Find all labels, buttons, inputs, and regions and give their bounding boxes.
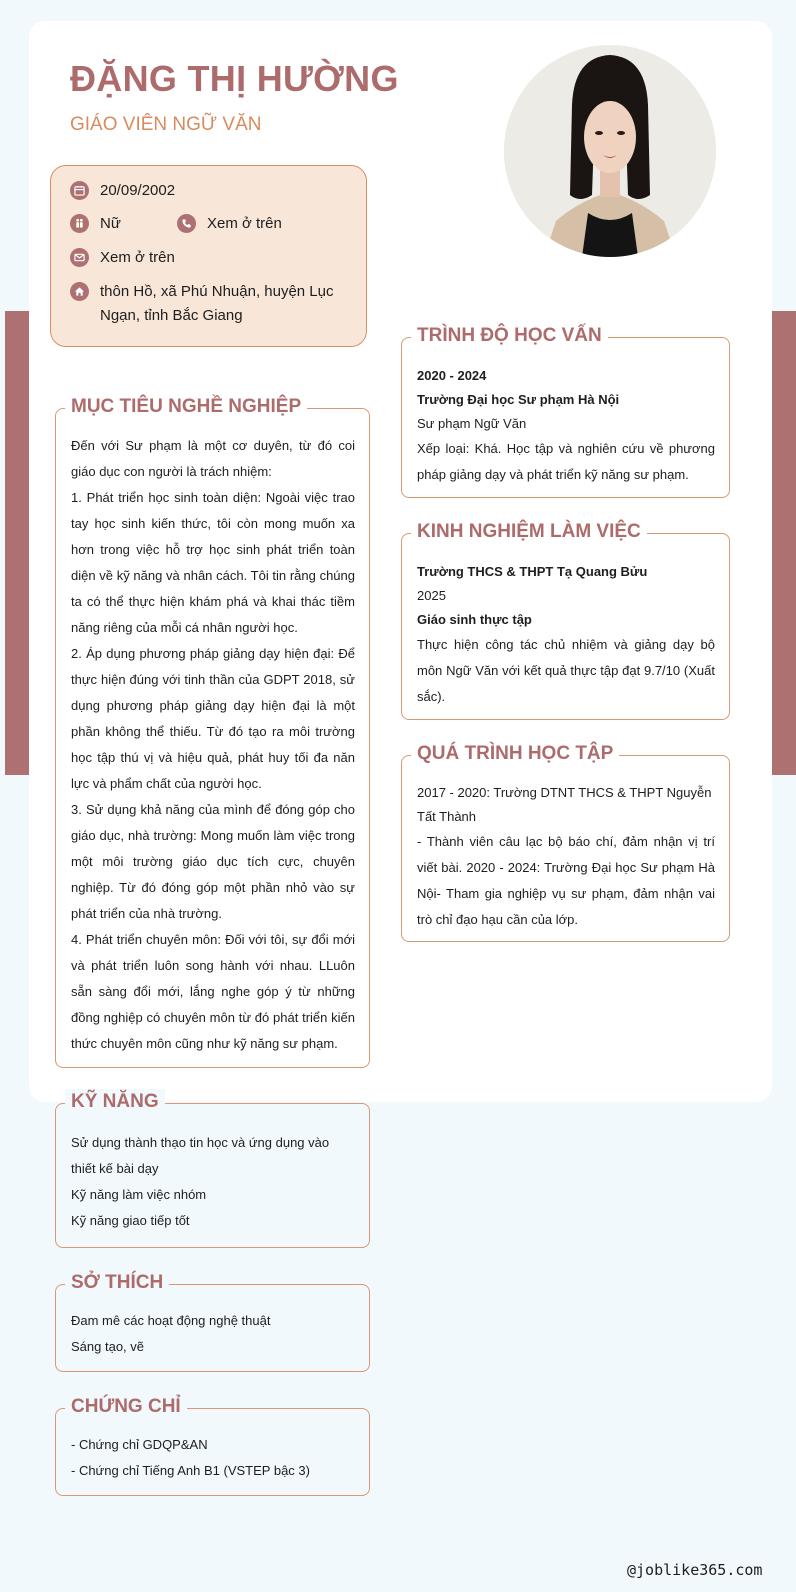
education-section	[401, 325, 730, 498]
certificate-item: - Chứng chỉ Tiếng Anh B1 (VSTEP bậc 3)	[71, 1463, 310, 1478]
mail-icon	[70, 248, 89, 267]
objective-title: MỤC TIÊU NGHỀ NGHIỆP	[65, 394, 307, 420]
avatar-photo	[504, 45, 716, 257]
study-history-body	[417, 781, 715, 933]
address-line-1: thôn Hồ, xã Phú Nhuận, huyện Lục	[100, 283, 334, 300]
experience-description: Thực hiện công tác chủ nhiệm và giảng dạy bộ môn Ngữ Văn với kết quả thực tập đạt 9.7/10 (Xuất sắc).	[417, 637, 715, 704]
objective-body	[71, 433, 355, 1057]
gender-row	[70, 212, 121, 236]
skill-item: Sử dụng thành thạo tin học và ứng dụng vào thiết kế bài dạy	[71, 1135, 330, 1176]
skill-item: Kỹ năng làm việc nhóm	[71, 1187, 207, 1202]
birthday-value: 20/09/2002	[100, 182, 176, 199]
candidate-name: ĐẶNG THỊ HƯỜNG	[70, 58, 399, 99]
experience-section	[401, 521, 730, 720]
skills-section	[55, 1091, 370, 1248]
home-icon	[70, 282, 89, 301]
skills-body	[71, 1130, 355, 1234]
certificates-title: CHỨNG CHỈ	[65, 1394, 187, 1420]
birthday-row	[70, 179, 175, 203]
education-title: TRÌNH ĐỘ HỌC VẤN	[411, 323, 608, 349]
hobbies-body	[71, 1308, 355, 1360]
objective-item-1: 1. Phát triển học sinh toàn diện: Ngoài việc trao tay học sinh kiến thức, tôi còn mong muốn xa hơn trong việc hỗ trợ học sinh phát triển toàn diện về kỹ năng và nhân cách. Tôi tin rằng chúng ta có thể thực hiện khám phá và khai thác tiềm năng riêng của mỗi cá nhân người học.	[71, 490, 355, 635]
address-line-2: Ngạn, tỉnh Bắc Giang	[100, 307, 243, 324]
email-value: Xem ở trên	[100, 249, 175, 266]
study-history-section	[401, 743, 730, 942]
experience-year: 2025	[417, 588, 446, 603]
certificates-section	[55, 1396, 370, 1496]
education-period: 2020 - 2024	[417, 368, 487, 383]
watermark: @joblike365.com	[627, 1561, 763, 1579]
education-rating: Xếp loại: Khá. Học tập và nghiên cứu về phương pháp giảng dạy và phát triển kỹ năng sư phạm.	[417, 441, 715, 482]
phone-row	[177, 212, 282, 236]
phone-value: Xem ở trên	[207, 215, 282, 232]
personal-info-box	[50, 165, 367, 347]
job-title: GIÁO VIÊN NGỮ VĂN	[70, 114, 262, 135]
gender-icon	[70, 214, 89, 233]
objective-intro: Đến với Sư phạm là một cơ duyên, từ đó coi giáo dục con người là trách nhiệm:	[71, 438, 355, 479]
right-decorative-band	[772, 311, 796, 775]
left-decorative-band	[5, 311, 29, 775]
hobby-item: Đam mê các hoạt động nghệ thuật	[71, 1313, 271, 1328]
skill-item: Kỹ năng giao tiếp tốt	[71, 1213, 190, 1228]
education-body	[417, 364, 715, 488]
email-row	[70, 246, 175, 270]
experience-body	[417, 560, 715, 710]
objective-item-3: 3. Sử dụng khả năng của mình để đóng góp cho giáo dục, nhà trường: Mong muốn làm việc trong một môi trường giáo dục tích cực, chuyên nghiệp. Từ đó đóng góp một phần nhỏ vào sự phát triển của nhà trường.	[71, 802, 355, 921]
certificate-item: - Chứng chỉ GDQP&AN	[71, 1437, 208, 1452]
calendar-icon	[70, 181, 89, 200]
skills-title: KỸ NĂNG	[65, 1089, 165, 1115]
objective-item-4: 4. Phát triển chuyên môn: Đối với tôi, sự đổi mới và phát triển luôn song hành với nhau. LLuôn sẵn sàng đổi mới, lắng nghe góp ý từ những đồng nghiệp có chuyên môn từ đó phát triển kiến thức chuyên môn cũng như kỹ năng sư phạm.	[71, 932, 355, 1051]
gender-value: Nữ	[100, 215, 121, 232]
education-major: Sư phạm Ngữ Văn	[417, 416, 527, 431]
address-row	[70, 280, 334, 328]
hobbies-section	[55, 1272, 370, 1372]
experience-company: Trường THCS & THPT Tạ Quang Bửu	[417, 564, 648, 579]
objective-section	[55, 396, 370, 1068]
study-history-line-1: 2017 - 2020: Trường DTNT THCS & THPT Nguyễn Tất Thành	[417, 785, 712, 824]
experience-title: KINH NGHIỆM LÀM VIỆC	[411, 519, 647, 545]
education-school: Trường Đại học Sư phạm Hà Nội	[417, 392, 620, 407]
objective-item-2: 2. Áp dụng phương pháp giảng dạy hiện đại: Để thực hiện đúng với tinh thần của GDPT 2018, sử dụng phương pháp giảng dạy hiện đại là một phần không thể thiếu. Từ đó tạo ra môi trường học tập thú vị và hiệu quả, phát huy tối đa năn lực và phẩm chất của người học.	[71, 646, 355, 791]
hobbies-title: SỞ THÍCH	[65, 1270, 169, 1296]
study-history-line-2: - Thành viên câu lạc bộ báo chí, đảm nhận vị trí viết bài. 2020 - 2024: Trường Đại học Sư phạm Hà Nội- Tham gia nghiệp vụ sư phạm, đảm nhận vai trò chỉ đạo hạu cần của lớp.	[417, 834, 715, 927]
certificates-body	[71, 1432, 355, 1484]
hobby-item: Sáng tạo, vẽ	[71, 1339, 144, 1354]
phone-icon	[177, 214, 196, 233]
experience-position: Giáo sinh thực tập	[417, 612, 532, 627]
study-history-title: QUÁ TRÌNH HỌC TẬP	[411, 741, 619, 767]
